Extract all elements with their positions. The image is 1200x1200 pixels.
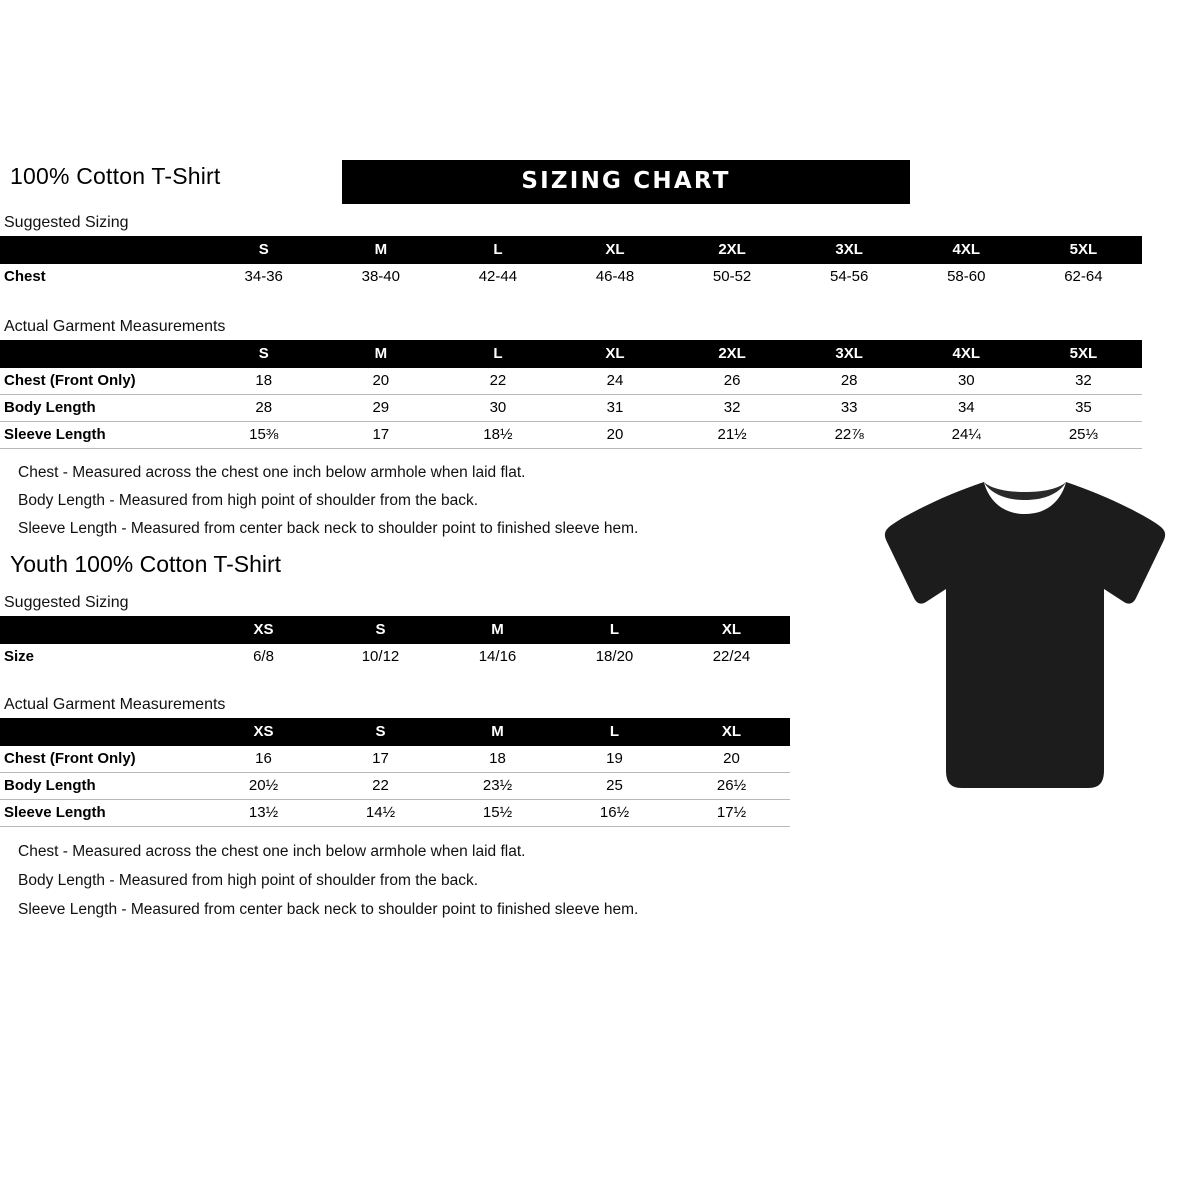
column-header-blank	[0, 718, 205, 746]
table-row	[0, 264, 1142, 290]
table-cell: 50-52	[712, 268, 752, 285]
table-cell: 18/20	[595, 648, 634, 665]
table-header-row	[0, 236, 1142, 264]
row-label: Sleeve Length	[4, 804, 106, 821]
table-cell: 30	[489, 399, 507, 416]
table-cell: 29	[372, 399, 390, 416]
column-header: S	[205, 236, 322, 264]
table-header-row	[0, 718, 790, 746]
table-cell: 25	[606, 777, 623, 794]
table-cell: 46-48	[595, 268, 635, 285]
column-header-blank	[0, 236, 205, 264]
column-header: XS	[205, 616, 322, 644]
column-header: XL	[673, 616, 790, 644]
youth-suggested-sizing-table	[0, 616, 790, 670]
column-header: 4XL	[908, 236, 1025, 264]
table-body	[0, 644, 790, 670]
column-header: M	[322, 236, 439, 264]
table-cell: 34-36	[244, 268, 283, 285]
adult-actual-measurements-label: Actual Garment Measurements	[4, 318, 226, 335]
table-cell: 24¼	[951, 426, 981, 443]
youth-suggested-sizing-label: Suggested Sizing	[4, 594, 129, 611]
table-cell: 16½	[599, 804, 630, 821]
column-header: 2XL	[674, 340, 791, 368]
table-cell: 16	[255, 750, 272, 767]
table-cell: 23½	[482, 777, 513, 794]
column-header: 2XL	[674, 236, 791, 264]
table-cell: 38-40	[361, 268, 400, 285]
column-header: XL	[556, 340, 673, 368]
row-label: Chest	[4, 268, 46, 285]
adult-suggested-sizing-label: Suggested Sizing	[4, 214, 129, 231]
column-header: M	[322, 340, 439, 368]
column-header: 5XL	[1025, 236, 1142, 264]
table-cell: 13½	[248, 804, 279, 821]
table-cell: 18½	[483, 426, 513, 443]
table-cell: 15½	[482, 804, 513, 821]
table-cell: 25⅓	[1068, 426, 1099, 443]
adult-suggested-sizing-table	[0, 236, 1142, 290]
column-header: L	[439, 236, 556, 264]
table-cell: 35	[1075, 399, 1092, 416]
table-cell: 33	[840, 399, 858, 416]
table-cell: 20	[372, 372, 390, 389]
row-label: Body Length	[4, 399, 96, 416]
row-label: Body Length	[4, 777, 96, 794]
table-cell: 14/16	[478, 648, 517, 665]
table-cell: 15⅜	[249, 426, 279, 443]
table-row	[0, 800, 790, 827]
youth-note-body-length: Body Length - Measured from high point of shoulder from the back.	[18, 872, 479, 889]
table-body	[0, 368, 1142, 449]
table-cell: 42-44	[478, 268, 518, 285]
t-shirt-image	[880, 470, 1170, 815]
t-shirt-icon	[880, 470, 1170, 815]
table-cell: 22⅞	[834, 426, 864, 443]
column-header: L	[556, 718, 673, 746]
adult-actual-measurements-table	[0, 340, 1142, 449]
youth-actual-measurements-label: Actual Garment Measurements	[4, 696, 226, 713]
table-cell: 20	[723, 750, 740, 767]
table-body	[0, 746, 790, 827]
column-header: S	[205, 340, 322, 368]
table-body	[0, 264, 1142, 290]
table-cell: 18	[255, 372, 273, 389]
adult-note-sleeve-length: Sleeve Length - Measured from center back neck to shoulder point to finished sleeve hem.	[18, 520, 639, 537]
table-cell: 28	[840, 372, 858, 389]
column-header: 3XL	[791, 236, 908, 264]
table-cell: 17	[372, 750, 389, 767]
column-header-blank	[0, 340, 205, 368]
column-header: XS	[205, 718, 322, 746]
adult-note-body-length: Body Length - Measured from high point of shoulder from the back.	[18, 492, 479, 509]
table-row	[0, 644, 790, 670]
table-cell: 17½	[716, 804, 747, 821]
table-cell: 20	[606, 426, 624, 443]
table-row	[0, 395, 1142, 422]
column-header: S	[322, 718, 439, 746]
table-cell: 58-60	[947, 268, 986, 285]
table-cell: 18	[489, 750, 506, 767]
table-cell: 19	[606, 750, 623, 767]
table-cell: 26½	[716, 777, 747, 794]
table-cell: 6/8	[253, 648, 274, 665]
column-header-blank	[0, 616, 205, 644]
column-header: 3XL	[791, 340, 908, 368]
column-header: L	[556, 616, 673, 644]
table-row	[0, 746, 790, 773]
table-cell: 24	[606, 372, 624, 389]
column-header: L	[439, 340, 556, 368]
sizing-chart-banner	[342, 160, 910, 204]
adult-section-title: 100% Cotton T-Shirt	[10, 163, 221, 189]
table-row	[0, 422, 1142, 449]
table-cell: 10/12	[361, 648, 400, 665]
row-label: Chest (Front Only)	[4, 750, 136, 767]
table-cell: 22	[372, 777, 389, 794]
table-cell: 31	[606, 399, 624, 416]
table-row	[0, 368, 1142, 395]
table-row	[0, 773, 790, 800]
sizing-chart-banner-label: SIZING CHART	[521, 168, 731, 194]
row-label: Sleeve Length	[4, 426, 106, 443]
table-cell: 30	[957, 372, 975, 389]
table-cell: 62-64	[1064, 268, 1103, 285]
adult-header	[10, 160, 910, 204]
table-cell: 54-56	[830, 268, 869, 285]
column-header: M	[439, 718, 556, 746]
youth-note-chest: Chest - Measured across the chest one inch below armhole when laid flat.	[18, 843, 526, 860]
column-header: XL	[673, 718, 790, 746]
table-header-row	[0, 616, 790, 644]
youth-actual-measurements-table	[0, 718, 790, 827]
table-cell: 14½	[365, 804, 396, 821]
column-header: 4XL	[908, 340, 1025, 368]
table-cell: 21½	[717, 426, 747, 443]
table-cell: 34	[957, 399, 975, 416]
row-label: Size	[4, 648, 35, 665]
table-cell: 17	[372, 426, 390, 443]
column-header: 5XL	[1025, 340, 1142, 368]
row-label: Chest (Front Only)	[4, 372, 136, 389]
adult-note-chest: Chest - Measured across the chest one inch below armhole when laid flat.	[18, 464, 526, 481]
column-header: S	[322, 616, 439, 644]
table-cell: 22	[489, 372, 507, 389]
table-cell: 28	[255, 399, 273, 416]
table-cell: 26	[723, 372, 741, 389]
column-header: M	[439, 616, 556, 644]
table-cell: 20½	[248, 777, 279, 794]
table-cell: 22/24	[712, 648, 751, 665]
youth-section-title: Youth 100% Cotton T-Shirt	[10, 551, 282, 577]
column-header: XL	[556, 236, 673, 264]
table-cell: 32	[1075, 372, 1092, 389]
youth-note-sleeve-length: Sleeve Length - Measured from center back neck to shoulder point to finished sleeve hem.	[18, 901, 639, 918]
table-header-row	[0, 340, 1142, 368]
table-cell: 32	[723, 399, 741, 416]
